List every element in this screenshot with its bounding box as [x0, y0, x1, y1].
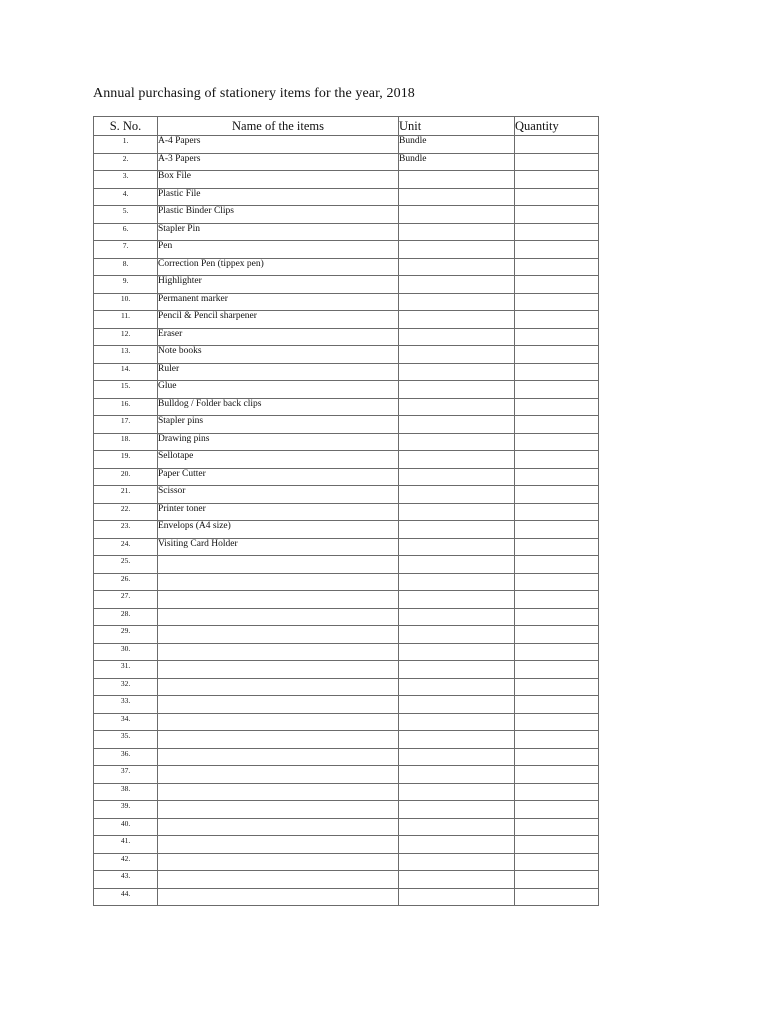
table-row: [94, 731, 599, 749]
unit-cell: [399, 713, 515, 731]
item-name-cell: Pencil & Pencil sharpener: [158, 311, 399, 329]
serial-number-cell: 22.: [94, 503, 158, 521]
item-name-cell: [158, 871, 399, 889]
unit-cell: [399, 486, 515, 504]
quantity-cell: [515, 451, 599, 469]
item-name-cell: Pen: [158, 241, 399, 259]
unit-cell: [399, 521, 515, 539]
quantity-cell: [515, 573, 599, 591]
serial-number-cell: 8.: [94, 258, 158, 276]
table-row: [94, 748, 599, 766]
item-name-cell: [158, 626, 399, 644]
item-name-cell: Paper Cutter: [158, 468, 399, 486]
item-name-cell: Ruler: [158, 363, 399, 381]
item-name-cell: Plastic Binder Clips: [158, 206, 399, 224]
serial-number-cell: 11.: [94, 311, 158, 329]
item-name-cell: Eraser: [158, 328, 399, 346]
table-row: [94, 853, 599, 871]
serial-number-cell: 35.: [94, 731, 158, 749]
quantity-cell: [515, 731, 599, 749]
item-name-cell: Highlighter: [158, 276, 399, 294]
quantity-cell: [515, 766, 599, 784]
serial-number-cell: 9.: [94, 276, 158, 294]
table-row: [94, 276, 599, 294]
unit-cell: [399, 871, 515, 889]
item-name-cell: Permanent marker: [158, 293, 399, 311]
unit-cell: [399, 381, 515, 399]
serial-number-cell: 19.: [94, 451, 158, 469]
item-name-cell: [158, 801, 399, 819]
serial-number-cell: 33.: [94, 696, 158, 714]
item-name-cell: [158, 678, 399, 696]
unit-cell: Bundle: [399, 153, 515, 171]
serial-number-cell: 3.: [94, 171, 158, 189]
serial-number-cell: 14.: [94, 363, 158, 381]
table-row: [94, 241, 599, 259]
serial-number-cell: 38.: [94, 783, 158, 801]
unit-cell: [399, 468, 515, 486]
item-name-cell: Drawing pins: [158, 433, 399, 451]
unit-cell: [399, 801, 515, 819]
quantity-cell: [515, 783, 599, 801]
item-name-cell: [158, 731, 399, 749]
serial-number-cell: 7.: [94, 241, 158, 259]
serial-number-cell: 32.: [94, 678, 158, 696]
quantity-cell: [515, 818, 599, 836]
unit-cell: [399, 346, 515, 364]
table-row: [94, 136, 599, 154]
item-name-cell: A-3 Papers: [158, 153, 399, 171]
table-row: [94, 153, 599, 171]
quantity-cell: [515, 363, 599, 381]
quantity-cell: [515, 136, 599, 154]
serial-number-cell: 13.: [94, 346, 158, 364]
unit-cell: [399, 398, 515, 416]
quantity-cell: [515, 153, 599, 171]
unit-cell: [399, 433, 515, 451]
quantity-cell: [515, 416, 599, 434]
quantity-cell: [515, 871, 599, 889]
serial-number-cell: 1.: [94, 136, 158, 154]
table-row: [94, 836, 599, 854]
serial-number-cell: 27.: [94, 591, 158, 609]
quantity-cell: [515, 486, 599, 504]
serial-number-cell: 28.: [94, 608, 158, 626]
table-row: [94, 328, 599, 346]
quantity-cell: [515, 591, 599, 609]
unit-cell: [399, 573, 515, 591]
item-name-cell: [158, 853, 399, 871]
unit-cell: [399, 748, 515, 766]
serial-number-cell: 41.: [94, 836, 158, 854]
item-name-cell: A-4 Papers: [158, 136, 399, 154]
quantity-cell: [515, 241, 599, 259]
table-row: [94, 206, 599, 224]
table-row: [94, 766, 599, 784]
unit-cell: [399, 626, 515, 644]
unit-cell: [399, 171, 515, 189]
table-header: [94, 117, 599, 136]
item-name-cell: Correction Pen (tippex pen): [158, 258, 399, 276]
unit-cell: [399, 206, 515, 224]
table-row: [94, 573, 599, 591]
serial-number-cell: 16.: [94, 398, 158, 416]
table-row: [94, 416, 599, 434]
unit-cell: [399, 556, 515, 574]
table-row: [94, 801, 599, 819]
item-name-cell: Stapler pins: [158, 416, 399, 434]
serial-number-cell: 29.: [94, 626, 158, 644]
serial-number-cell: 20.: [94, 468, 158, 486]
quantity-cell: [515, 503, 599, 521]
unit-cell: [399, 783, 515, 801]
table-row: [94, 486, 599, 504]
header-serial-number: S. No.: [94, 117, 158, 136]
serial-number-cell: 17.: [94, 416, 158, 434]
serial-number-cell: 42.: [94, 853, 158, 871]
table-row: [94, 171, 599, 189]
table-row: [94, 696, 599, 714]
quantity-cell: [515, 801, 599, 819]
unit-cell: [399, 608, 515, 626]
serial-number-cell: 39.: [94, 801, 158, 819]
unit-cell: [399, 818, 515, 836]
item-name-cell: [158, 888, 399, 906]
item-name-cell: [158, 783, 399, 801]
stationery-items-table: [93, 116, 599, 906]
unit-cell: [399, 836, 515, 854]
serial-number-cell: 31.: [94, 661, 158, 679]
table-row: [94, 538, 599, 556]
header-row: [94, 117, 599, 136]
item-name-cell: Sellotape: [158, 451, 399, 469]
quantity-cell: [515, 206, 599, 224]
unit-cell: [399, 538, 515, 556]
quantity-cell: [515, 381, 599, 399]
table-row: [94, 678, 599, 696]
serial-number-cell: 34.: [94, 713, 158, 731]
serial-number-cell: 36.: [94, 748, 158, 766]
unit-cell: [399, 311, 515, 329]
table-row: [94, 433, 599, 451]
quantity-cell: [515, 888, 599, 906]
unit-cell: [399, 363, 515, 381]
unit-cell: [399, 731, 515, 749]
serial-number-cell: 25.: [94, 556, 158, 574]
unit-cell: [399, 888, 515, 906]
table-row: [94, 258, 599, 276]
table-row: [94, 643, 599, 661]
item-name-cell: Box File: [158, 171, 399, 189]
serial-number-cell: 26.: [94, 573, 158, 591]
unit-cell: [399, 678, 515, 696]
item-name-cell: [158, 661, 399, 679]
table-row: [94, 818, 599, 836]
unit-cell: [399, 661, 515, 679]
unit-cell: [399, 293, 515, 311]
serial-number-cell: 43.: [94, 871, 158, 889]
table-row: [94, 311, 599, 329]
item-name-cell: Note books: [158, 346, 399, 364]
table-row: [94, 591, 599, 609]
table-row: [94, 871, 599, 889]
quantity-cell: [515, 433, 599, 451]
header-unit: Unit: [399, 117, 515, 136]
serial-number-cell: 5.: [94, 206, 158, 224]
unit-cell: [399, 188, 515, 206]
item-name-cell: Bulldog / Folder back clips: [158, 398, 399, 416]
quantity-cell: [515, 836, 599, 854]
table-row: [94, 468, 599, 486]
table-row: [94, 661, 599, 679]
table-row: [94, 451, 599, 469]
quantity-cell: [515, 538, 599, 556]
quantity-cell: [515, 311, 599, 329]
serial-number-cell: 12.: [94, 328, 158, 346]
quantity-cell: [515, 521, 599, 539]
unit-cell: [399, 416, 515, 434]
item-name-cell: Glue: [158, 381, 399, 399]
unit-cell: [399, 258, 515, 276]
quantity-cell: [515, 608, 599, 626]
table-row: [94, 293, 599, 311]
serial-number-cell: 18.: [94, 433, 158, 451]
unit-cell: [399, 328, 515, 346]
item-name-cell: [158, 608, 399, 626]
unit-cell: [399, 223, 515, 241]
quantity-cell: [515, 258, 599, 276]
table-row: [94, 346, 599, 364]
table-row: [94, 381, 599, 399]
quantity-cell: [515, 188, 599, 206]
serial-number-cell: 15.: [94, 381, 158, 399]
quantity-cell: [515, 276, 599, 294]
quantity-cell: [515, 696, 599, 714]
table-row: [94, 503, 599, 521]
table-body: [94, 136, 599, 906]
quantity-cell: [515, 328, 599, 346]
table-row: [94, 608, 599, 626]
serial-number-cell: 40.: [94, 818, 158, 836]
serial-number-cell: 24.: [94, 538, 158, 556]
table-row: [94, 223, 599, 241]
quantity-cell: [515, 713, 599, 731]
table-row: [94, 556, 599, 574]
quantity-cell: [515, 661, 599, 679]
item-name-cell: Printer toner: [158, 503, 399, 521]
table-row: [94, 188, 599, 206]
unit-cell: [399, 853, 515, 871]
item-name-cell: Visiting Card Holder: [158, 538, 399, 556]
quantity-cell: [515, 643, 599, 661]
quantity-cell: [515, 748, 599, 766]
unit-cell: [399, 503, 515, 521]
item-name-cell: [158, 713, 399, 731]
quantity-cell: [515, 346, 599, 364]
unit-cell: [399, 643, 515, 661]
item-name-cell: [158, 818, 399, 836]
unit-cell: [399, 241, 515, 259]
serial-number-cell: 30.: [94, 643, 158, 661]
item-name-cell: [158, 836, 399, 854]
unit-cell: [399, 276, 515, 294]
table-row: [94, 521, 599, 539]
table-row: [94, 888, 599, 906]
serial-number-cell: 2.: [94, 153, 158, 171]
item-name-cell: [158, 696, 399, 714]
serial-number-cell: 6.: [94, 223, 158, 241]
unit-cell: [399, 766, 515, 784]
item-name-cell: [158, 556, 399, 574]
quantity-cell: [515, 626, 599, 644]
table-row: [94, 783, 599, 801]
unit-cell: [399, 696, 515, 714]
unit-cell: [399, 451, 515, 469]
quantity-cell: [515, 398, 599, 416]
serial-number-cell: 23.: [94, 521, 158, 539]
item-name-cell: Scissor: [158, 486, 399, 504]
table-row: [94, 713, 599, 731]
serial-number-cell: 4.: [94, 188, 158, 206]
item-name-cell: [158, 643, 399, 661]
item-name-cell: Envelops (A4 size): [158, 521, 399, 539]
item-name-cell: [158, 748, 399, 766]
quantity-cell: [515, 853, 599, 871]
item-name-cell: [158, 766, 399, 784]
header-quantity: Quantity: [515, 117, 599, 136]
serial-number-cell: 44.: [94, 888, 158, 906]
table-row: [94, 626, 599, 644]
unit-cell: [399, 591, 515, 609]
header-item-name: Name of the items: [158, 117, 399, 136]
unit-cell: Bundle: [399, 136, 515, 154]
quantity-cell: [515, 556, 599, 574]
item-name-cell: [158, 573, 399, 591]
quantity-cell: [515, 171, 599, 189]
table-row: [94, 398, 599, 416]
quantity-cell: [515, 223, 599, 241]
item-name-cell: Plastic File: [158, 188, 399, 206]
quantity-cell: [515, 678, 599, 696]
quantity-cell: [515, 468, 599, 486]
serial-number-cell: 37.: [94, 766, 158, 784]
quantity-cell: [515, 293, 599, 311]
item-name-cell: [158, 591, 399, 609]
document-title: Annual purchasing of stationery items for the year, 2018: [93, 86, 415, 101]
table-row: [94, 363, 599, 381]
serial-number-cell: 21.: [94, 486, 158, 504]
item-name-cell: Stapler Pin: [158, 223, 399, 241]
serial-number-cell: 10.: [94, 293, 158, 311]
